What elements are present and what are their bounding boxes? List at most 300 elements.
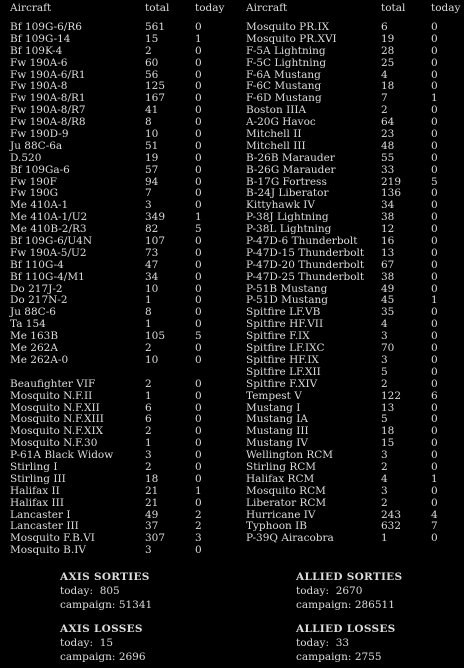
today-value: 0	[431, 425, 438, 438]
total-value: 73	[145, 246, 159, 259]
today-value: 0	[431, 449, 438, 462]
today-value: 0	[431, 270, 438, 283]
today-value: 1	[195, 211, 202, 224]
aircraft-name: Lancaster I	[10, 508, 71, 521]
aircraft-name: B-24J Liberator	[246, 187, 329, 200]
today-value: 0	[431, 223, 438, 236]
axis-sorties-summary	[60, 570, 152, 612]
aircraft-name: P-39Q Airacobra	[246, 532, 334, 545]
today-value: 5	[195, 330, 202, 343]
total-value: 7	[381, 92, 388, 105]
aircraft-name: Mosquito PR.IX	[246, 21, 330, 33]
aircraft-name: Lancaster III	[10, 520, 79, 533]
today-value: 0	[431, 116, 438, 129]
campaign-label: campaign:	[60, 599, 116, 611]
total-value: 8	[145, 116, 152, 129]
total-value: 13	[381, 401, 395, 414]
axis-losses-campaign-value: 2696	[118, 651, 146, 663]
aircraft-name: Ju 88C-6a	[10, 139, 63, 152]
today-value: 0	[195, 413, 202, 426]
total-value: 4	[381, 318, 388, 331]
aircraft-name: Typhoon IB	[246, 520, 308, 533]
today-value: 0	[195, 472, 202, 485]
total-value: 2	[145, 377, 152, 390]
header-total: total	[145, 2, 170, 14]
today-value: 0	[195, 449, 202, 462]
total-value: 82	[145, 223, 159, 236]
total-value: 28	[381, 44, 395, 57]
campaign-label: campaign:	[296, 599, 352, 611]
today-value: 0	[195, 21, 202, 33]
aircraft-name: Tempest V	[246, 389, 302, 402]
today-value: 0	[195, 44, 202, 57]
total-value: 56	[145, 68, 159, 81]
today-value: 0	[195, 318, 202, 331]
today-value: 0	[195, 270, 202, 283]
total-value: 21	[145, 484, 159, 497]
today-label: today:	[296, 637, 329, 649]
today-value: 0	[195, 306, 202, 319]
today-value: 5	[195, 223, 202, 236]
axis-sorties-title: AXIS SORTIES	[60, 571, 150, 583]
aircraft-name: P-47D-6 Thunderbolt	[246, 235, 358, 248]
aircraft-name: Mosquito N.F.XIII	[10, 413, 104, 426]
allied-sorties-campaign	[296, 598, 402, 612]
today-value: 0	[431, 104, 438, 117]
aircraft-name: Do 217J-2	[10, 282, 63, 295]
total-value: 1	[145, 294, 152, 307]
header-total: total	[381, 2, 406, 14]
allied-sorties-today-value: 2670	[335, 585, 363, 597]
today-value: 0	[431, 401, 438, 414]
axis-losses-today-value: 15	[99, 637, 114, 649]
aircraft-name: Spitfire HF.VII	[246, 318, 324, 331]
today-value: 0	[195, 175, 202, 188]
today-value: 0	[431, 318, 438, 331]
aircraft-name: F-5C Lightning	[246, 56, 327, 69]
today-value: 1	[195, 484, 202, 497]
total-value: 34	[381, 199, 395, 212]
aircraft-name: Fw 190A-8/R7	[10, 104, 86, 117]
total-value: 70	[381, 342, 395, 355]
aircraft-name: Mustang I	[246, 401, 301, 414]
aircraft-name: P-51B Mustang	[246, 282, 328, 295]
today-value: 3	[195, 532, 202, 545]
allied-losses-campaign	[296, 650, 396, 664]
today-value: 0	[431, 258, 438, 271]
total-value: 10	[145, 282, 159, 295]
header-aircraft: Aircraft	[10, 2, 52, 14]
total-value: 2	[381, 377, 388, 390]
total-value: 349	[145, 211, 166, 224]
aircraft-name: Me 262A	[10, 342, 58, 355]
aircraft-name: Mustang III	[246, 425, 309, 438]
total-value: 3	[145, 544, 152, 557]
today-value: 0	[195, 282, 202, 295]
total-value: 15	[145, 32, 159, 45]
today-value: 1	[431, 472, 438, 485]
aircraft-name: Mosquito PR.XVI	[246, 32, 337, 45]
total-value: 94	[145, 175, 159, 188]
total-value: 6	[145, 413, 152, 426]
total-value: 51	[145, 139, 159, 152]
allied-sorties-today	[296, 584, 402, 598]
today-value: 0	[195, 104, 202, 117]
total-value: 18	[381, 80, 395, 93]
today-value: 7	[431, 520, 438, 533]
aircraft-name: Boston IIIA	[246, 104, 307, 117]
total-value: 19	[145, 151, 159, 164]
today-value: 0	[195, 151, 202, 164]
total-value: 632	[381, 520, 402, 533]
aircraft-name: Mosquito N.F.XIX	[10, 425, 104, 438]
total-value: 64	[381, 116, 395, 129]
aircraft-name: Spitfire LF.VB	[246, 306, 321, 319]
today-value: 0	[195, 68, 202, 81]
aircraft-name: Mosquito F.B.VI	[10, 532, 95, 545]
total-value: 122	[381, 389, 402, 402]
header-today: today	[195, 2, 225, 14]
aircraft-name: Beaufighter VIF	[10, 377, 96, 390]
total-value: 13	[381, 246, 395, 259]
campaign-label: campaign:	[296, 651, 352, 663]
total-value: 7	[145, 187, 152, 200]
total-value: 60	[145, 56, 159, 69]
total-value: 167	[145, 92, 166, 105]
aircraft-name: Stirling III	[10, 472, 66, 485]
total-value: 47	[145, 258, 159, 271]
aircraft-name: B-17G Fortress	[246, 175, 327, 188]
total-value: 2	[145, 460, 152, 473]
total-value: 3	[381, 353, 388, 366]
aircraft-name: Stirling I	[10, 460, 58, 473]
today-value: 4	[431, 508, 438, 521]
total-value: 1	[145, 318, 152, 331]
total-value: 16	[381, 235, 395, 248]
today-value: 0	[195, 139, 202, 152]
total-value: 18	[381, 425, 395, 438]
total-value: 41	[145, 104, 159, 117]
axis-sorties-campaign-value: 51341	[118, 599, 153, 611]
aircraft-name: Fw 190A-8/R8	[10, 116, 86, 129]
total-value: 3	[145, 199, 152, 212]
aircraft-name: Fw 190A-6/R1	[10, 68, 86, 81]
aircraft-name: Me 410A-1/U2	[10, 211, 88, 224]
total-value: 23	[381, 128, 395, 141]
today-value: 0	[195, 80, 202, 93]
header-aircraft: Aircraft	[246, 2, 288, 14]
today-label: today:	[60, 637, 93, 649]
total-value: 3	[381, 449, 388, 462]
aircraft-name: Mitchell III	[246, 139, 306, 152]
today-value: 0	[195, 246, 202, 259]
axis-sorties-campaign	[60, 598, 152, 612]
aircraft-name: P-51D Mustang	[246, 294, 329, 307]
aircraft-name: Bf 109G-6/R6	[10, 21, 82, 33]
today-value: 0	[431, 484, 438, 497]
aircraft-name: Halifax II	[10, 484, 60, 497]
today-value: 0	[195, 294, 202, 307]
aircraft-name: Bf 109G-6/U4N	[10, 235, 93, 248]
aircraft-name: Bf 109G-14	[10, 32, 71, 45]
today-value: 0	[431, 211, 438, 224]
allied-losses-today-value: 33	[335, 637, 350, 649]
aircraft-name: B-26B Marauder	[246, 151, 335, 164]
total-value: 3	[381, 330, 388, 343]
today-value: 0	[431, 21, 438, 33]
today-label: today:	[60, 585, 93, 597]
total-value: 5	[381, 365, 388, 378]
today-value: 0	[431, 139, 438, 152]
campaign-label: campaign:	[60, 651, 116, 663]
aircraft-name: P-38J Lightning	[246, 211, 329, 224]
today-value: 1	[431, 92, 438, 105]
today-value: 0	[431, 32, 438, 45]
today-value: 0	[195, 353, 202, 366]
total-value: 48	[381, 139, 395, 152]
total-value: 4	[381, 472, 388, 485]
aircraft-name: Me 410A-1	[10, 199, 69, 212]
axis-sorties-today-value: 805	[99, 585, 120, 597]
total-value: 125	[145, 80, 166, 93]
aircraft-name: Mosquito B.IV	[10, 544, 86, 557]
aircraft-name: Mosquito RCM	[246, 484, 326, 497]
today-value: 0	[195, 163, 202, 176]
aircraft-name: Ju 88C-6	[10, 306, 56, 319]
aircraft-name: Kittyhawk IV	[246, 199, 316, 212]
aircraft-name: F-6C Mustang	[246, 80, 322, 93]
today-value: 0	[431, 330, 438, 343]
aircraft-name: A-20G Havoc	[246, 116, 316, 129]
total-value: 10	[145, 128, 159, 141]
aircraft-name: Mosquito N.F.II	[10, 389, 93, 402]
aircraft-name: Stirling RCM	[246, 460, 317, 473]
axis-losses-campaign	[60, 650, 146, 664]
today-value: 0	[195, 56, 202, 69]
aircraft-name: Do 217N-2	[10, 294, 68, 307]
aircraft-name: Me 410B-2/R3	[10, 223, 87, 236]
today-value: 0	[431, 151, 438, 164]
total-value: 49	[145, 508, 159, 521]
total-value: 6	[145, 401, 152, 414]
total-value: 1	[145, 437, 152, 450]
aircraft-name: Mosquito N.F.XII	[10, 401, 100, 414]
allied-sorties-campaign-value: 286511	[354, 599, 395, 611]
today-value: 0	[195, 116, 202, 129]
today-value: 0	[195, 401, 202, 414]
today-value: 0	[431, 199, 438, 212]
today-value: 0	[431, 163, 438, 176]
aircraft-name: P-47D-25 Thunderbolt	[246, 270, 365, 283]
today-value: 0	[195, 460, 202, 473]
today-value: 0	[431, 377, 438, 390]
total-value: 2	[381, 104, 388, 117]
aircraft-name: P-47D-15 Thunderbolt	[246, 246, 365, 259]
total-value: 107	[145, 235, 166, 248]
aircraft-name: F-6D Mustang	[246, 92, 322, 105]
today-value: 0	[431, 187, 438, 200]
aircraft-name: D.520	[10, 151, 42, 164]
today-value: 0	[431, 235, 438, 248]
total-value: 307	[145, 532, 166, 545]
aircraft-name: Bf 110G-4/M1	[10, 270, 85, 283]
allied-sorties-title: ALLIED SORTIES	[296, 571, 403, 583]
aircraft-name: F-5A Lightning	[246, 44, 326, 57]
today-value: 2	[195, 508, 202, 521]
total-value: 2	[145, 342, 152, 355]
today-label: today:	[296, 585, 329, 597]
today-value: 0	[195, 437, 202, 450]
aircraft-name: Spitfire HF.IX	[246, 353, 319, 366]
allied-losses-today	[296, 636, 396, 650]
axis-losses-today	[60, 636, 146, 650]
total-value: 49	[381, 282, 395, 295]
total-value: 15	[381, 437, 395, 450]
header-today: today	[431, 2, 461, 14]
aircraft-name: Me 163B	[10, 330, 59, 343]
today-value: 2	[195, 520, 202, 533]
today-value: 0	[431, 413, 438, 426]
aircraft-name: Fw 190F	[10, 175, 57, 188]
aircraft-name: Spitfire F.XIV	[246, 377, 318, 390]
today-value: 5	[431, 175, 438, 188]
today-value: 0	[431, 44, 438, 57]
aircraft-name: Fw 190D-9	[10, 128, 69, 141]
today-value: 1	[431, 294, 438, 307]
today-value: 0	[431, 532, 438, 545]
aircraft-name: P-38L Lightning	[246, 223, 332, 236]
today-value: 0	[195, 389, 202, 402]
total-value: 45	[381, 294, 395, 307]
aircraft-name: Hurricane IV	[246, 508, 316, 521]
total-value: 561	[145, 21, 166, 33]
aircraft-name: Mitchell II	[246, 128, 302, 141]
total-value: 3	[381, 484, 388, 497]
aircraft-name: Bf 109Ga-6	[10, 163, 70, 176]
aircraft-name: P-61A Black Widow	[10, 449, 114, 462]
total-value: 243	[381, 508, 402, 521]
aircraft-name: Spitfire LF.IXC	[246, 342, 325, 355]
today-value: 6	[431, 389, 438, 402]
total-value: 1	[381, 532, 388, 545]
total-value: 25	[381, 56, 395, 69]
today-value: 0	[195, 342, 202, 355]
total-value: 35	[381, 306, 395, 319]
today-value: 0	[431, 128, 438, 141]
total-value: 6	[381, 21, 388, 33]
today-value: 0	[431, 80, 438, 93]
total-value: 2	[145, 425, 152, 438]
today-value: 0	[431, 342, 438, 355]
today-value: 0	[195, 377, 202, 390]
today-value: 0	[431, 460, 438, 473]
allied-losses-campaign-value: 2755	[354, 651, 382, 663]
total-value: 4	[381, 68, 388, 81]
aircraft-name: Fw 190G	[10, 187, 59, 200]
today-value: 0	[195, 258, 202, 271]
allied-sorties-summary	[296, 570, 402, 612]
today-value: 0	[431, 246, 438, 259]
total-value: 136	[381, 187, 402, 200]
today-value: 1	[195, 32, 202, 45]
aircraft-name: Fw 190A-8	[10, 80, 68, 93]
today-value: 0	[195, 496, 202, 509]
today-value: 0	[431, 282, 438, 295]
aircraft-name: Spitfire LF.XII	[246, 365, 321, 378]
today-value: 0	[195, 425, 202, 438]
allied-losses-title: ALLIED LOSSES	[296, 623, 396, 635]
aircraft-name: Fw 190A-8/R1	[10, 92, 86, 105]
aircraft-name: Liberator RCM	[246, 496, 327, 509]
aircraft-name: Mustang IV	[246, 437, 308, 450]
aircraft-name: Mustang IA	[246, 413, 308, 426]
today-value: 0	[431, 437, 438, 450]
total-value: 5	[381, 413, 388, 426]
total-value: 34	[145, 270, 159, 283]
aircraft-name: Fw 190A-5/U2	[10, 246, 87, 259]
total-value: 57	[145, 163, 159, 176]
today-value: 0	[431, 365, 438, 378]
aircraft-name: Mosquito N.F.30	[10, 437, 98, 450]
total-value: 37	[145, 520, 159, 533]
axis-sorties-today	[60, 584, 152, 598]
total-value: 10	[145, 353, 159, 366]
today-value: 0	[431, 68, 438, 81]
today-value: 0	[195, 235, 202, 248]
aircraft-name: Fw 190A-6	[10, 56, 68, 69]
today-value: 0	[195, 128, 202, 141]
aircraft-name: B-26G Marauder	[246, 163, 336, 176]
total-value: 2	[145, 44, 152, 57]
aircraft-name: Spitfire F.IX	[246, 330, 310, 343]
aircraft-name: Bf 110G-4	[10, 258, 64, 271]
today-value: 0	[431, 496, 438, 509]
aircraft-name: Ta 154	[10, 318, 46, 331]
aircraft-name: Wellington RCM	[246, 449, 334, 462]
total-value: 38	[381, 270, 395, 283]
today-value: 0	[195, 187, 202, 200]
total-value: 33	[381, 163, 395, 176]
total-value: 21	[145, 496, 159, 509]
total-value: 3	[145, 449, 152, 462]
total-value: 19	[381, 32, 395, 45]
total-value: 1	[145, 389, 152, 402]
total-value: 38	[381, 211, 395, 224]
allied-losses-summary	[296, 622, 396, 664]
today-value: 0	[431, 306, 438, 319]
today-value: 0	[195, 199, 202, 212]
axis-losses-summary	[60, 622, 146, 664]
aircraft-name: Bf 109K-4	[10, 44, 63, 57]
total-value: 2	[381, 460, 388, 473]
today-value: 0	[431, 56, 438, 69]
aircraft-name: F-6A Mustang	[246, 68, 321, 81]
today-value: 0	[431, 353, 438, 366]
aircraft-name: Halifax III	[10, 496, 64, 509]
total-value: 55	[381, 151, 395, 164]
total-value: 18	[145, 472, 159, 485]
total-value: 12	[381, 223, 395, 236]
total-value: 219	[381, 175, 402, 188]
aircraft-name: P-47D-20 Thunderbolt	[246, 258, 365, 271]
aircraft-name: Me 262A-0	[10, 353, 69, 366]
axis-losses-title: AXIS LOSSES	[60, 623, 143, 635]
today-value: 0	[195, 544, 202, 557]
total-value: 67	[381, 258, 395, 271]
total-value: 8	[145, 306, 152, 319]
today-value: 0	[195, 92, 202, 105]
total-value: 2	[381, 496, 388, 509]
